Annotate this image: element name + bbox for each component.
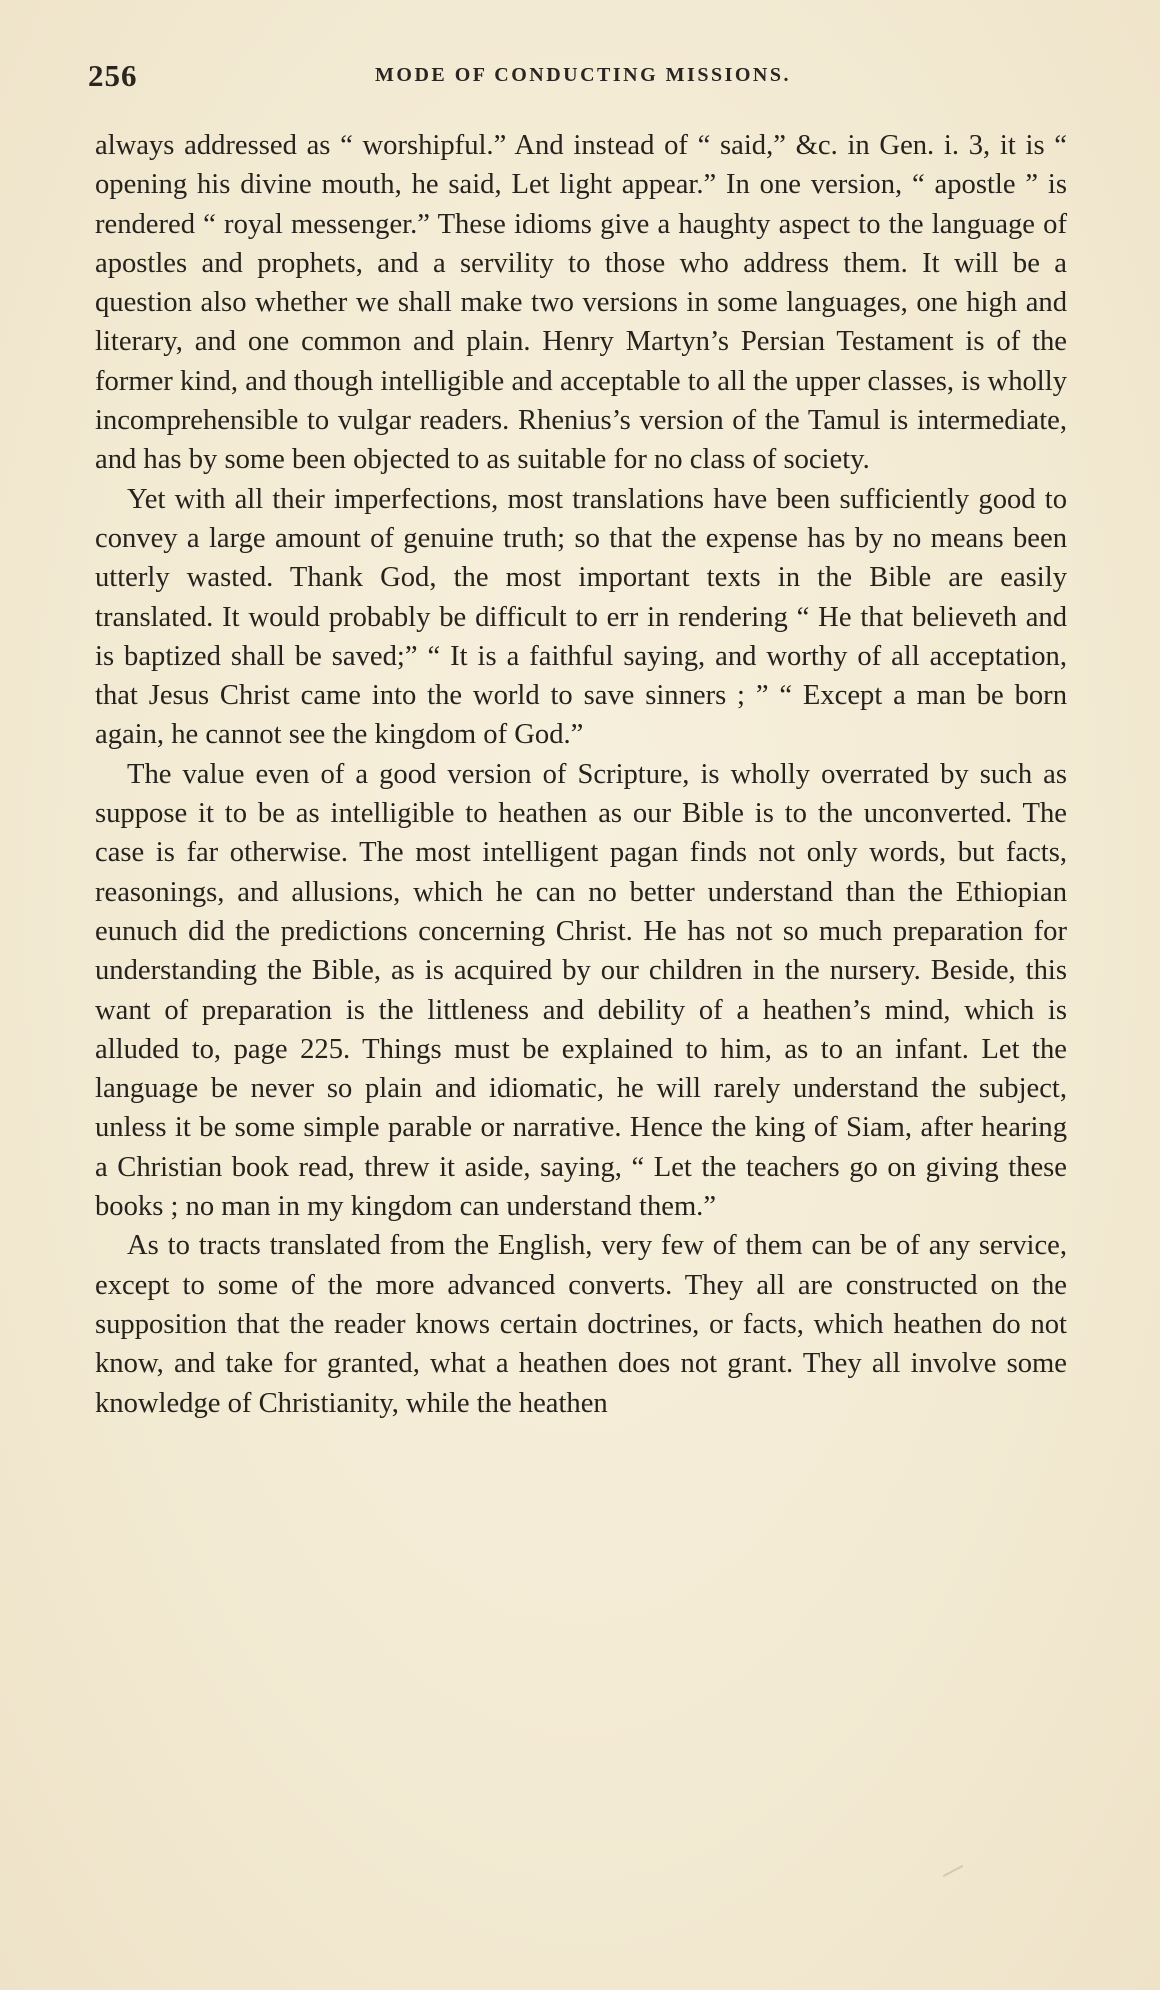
page-number: 256 xyxy=(88,58,138,93)
paragraph-translations: Yet with all their imperfections, most translations have been sufficiently good to convey a large amount of genuine truth; so that the expense has by no means been utterly wasted. Thank God, the most important texts in the Bible are easily translated. It would probably be difficult to err in rendering “ He that believeth and is baptized shall be saved;” “ It is a faithful saying, and worthy of all acceptation, that Jesus Christ came into the world to save sinners ; ” “ Except a man be born again, he cannot see the kingdom of God.” xyxy=(95,483,1067,751)
running-head xyxy=(88,58,1078,98)
paragraph-value-of-version: The value even of a good version of Scripture, is wholly overrated by such as suppose it to be as intelligible to heathen as our Bible is to the unconverted. The case is far otherwise. The most intelligent pagan finds not only words, but facts, reasonings, and allusions, which he can no better understand than the Ethiopian eunuch did the predictions concerning Christ. He has not so much preparation for understanding the Bible, as is acquired by our children in the nursery. Beside, this want of preparation is the littleness and debility of a heathen’s mind, which is alluded to, page 225. Things must be explained to him, as to an infant. Let the language be never so plain and idiomatic, he will rarely understand the subject, unless it be some simple parable or narrative. Hence the king of Siam, after hearing a Christian book read, threw it aside, saying, “ Let the teachers go on giving these books ; no man in my kingdom can understand them.” xyxy=(95,758,1067,1223)
scan-mark xyxy=(943,1865,963,1877)
paragraph-tracts: As to tracts translated from the English, very few of them can be of any service, except to some of the more advanced converts. They all are constructed on the supposition that the reader knows certain doctrines, or facts, which heathen do not know, and take for granted, what a heathen does not grant. They all involve some knowledge of Christianity, while the heathen xyxy=(95,1230,1067,1419)
body-text xyxy=(95,126,1067,1423)
running-title: MODE OF CONDUCTING MISSIONS. xyxy=(375,64,791,86)
paragraph-continuation: always addressed as “ worshipful.” And instead of “ said,” &c. in Gen. i. 3, it is “ opening his divine mouth, he said, Let light appear.” In one version, “ apostle ” is rendered “ royal messenger.” These idioms give a haughty aspect to the language of apostles and prophets, and a servility to those who address them. It will be a question also whether we shall make two versions in some languages, one high and literary, and one common and plain. Henry Martyn’s Persian Testament is of the former kind, and though intelligible and acceptable to all the upper classes, is wholly incomprehensible to vulgar readers. Rhenius’s version of the Tamul is intermediate, and has by some been objected to as suitable for no class of society. xyxy=(95,130,1067,476)
